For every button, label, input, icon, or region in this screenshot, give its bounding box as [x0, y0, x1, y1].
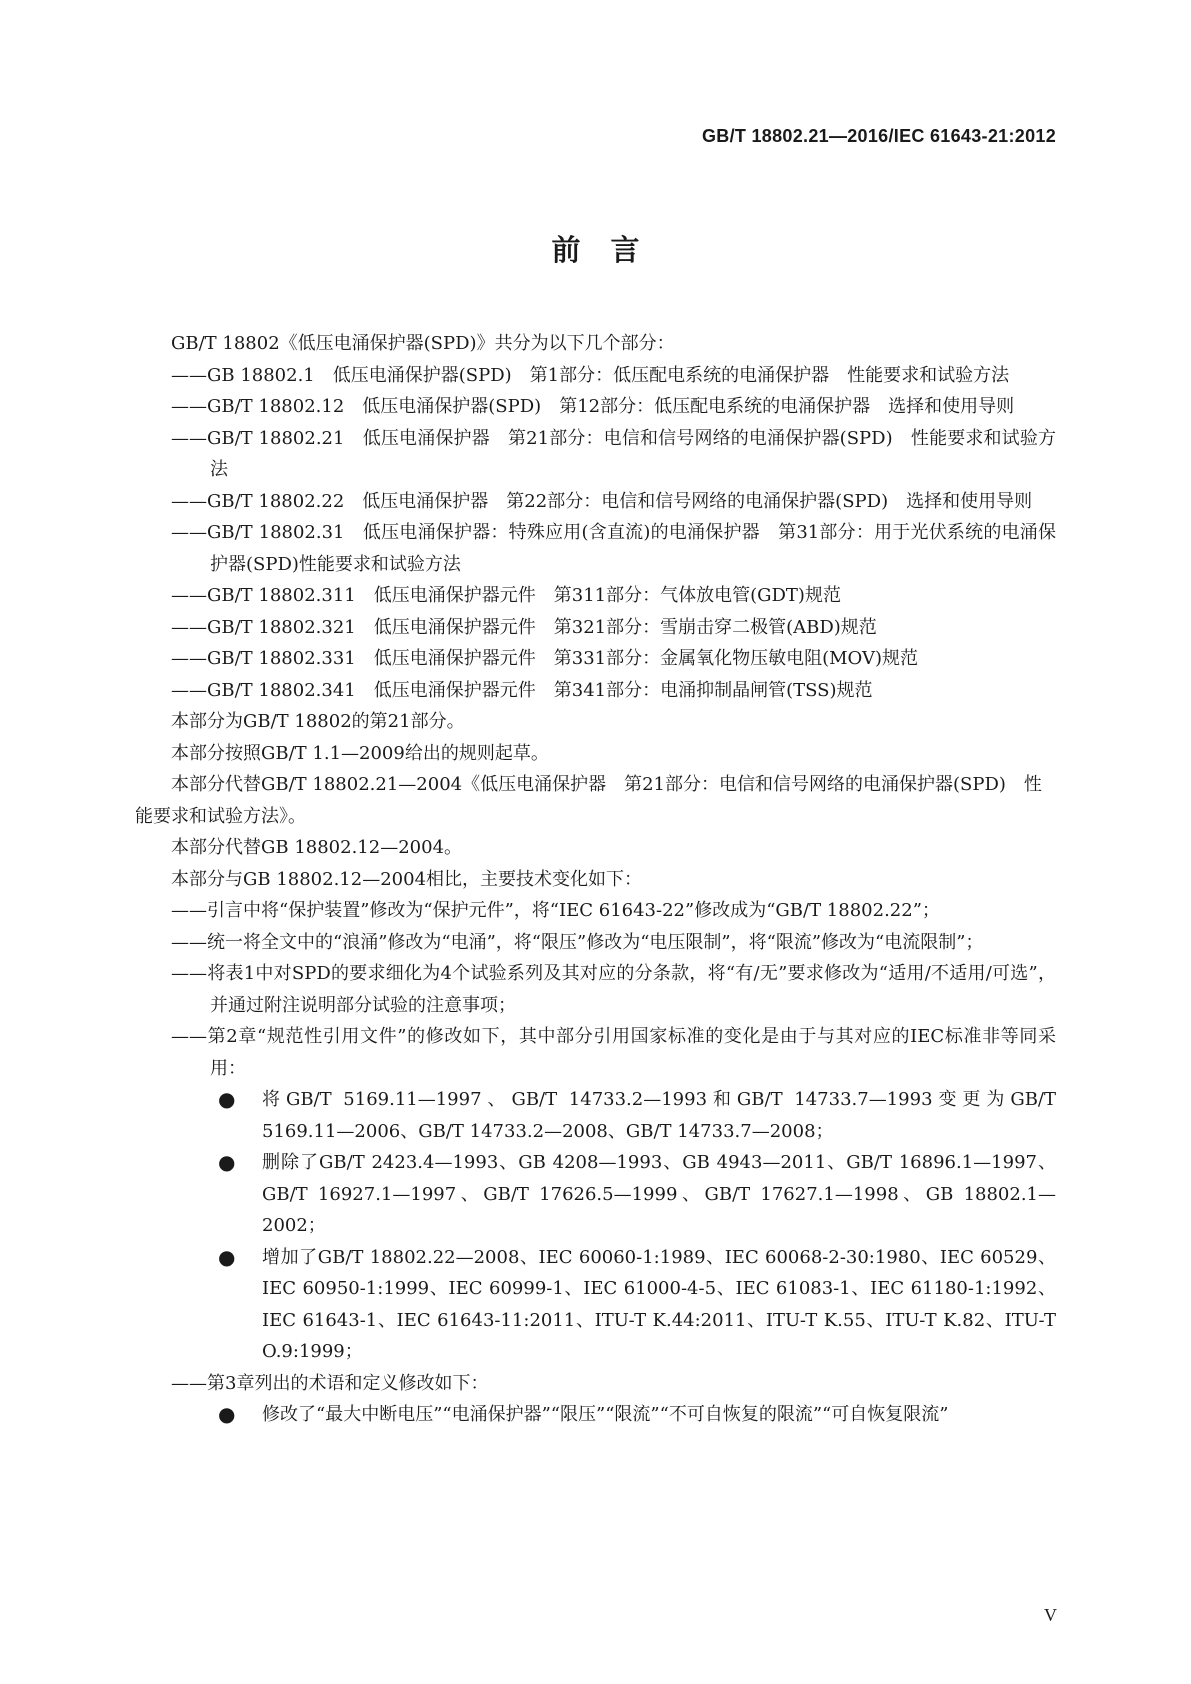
intro-paragraph: GB/T 18802《低压电涌保护器(SPD)》共分为以下几个部分： [171, 333, 675, 354]
page-number: V [1044, 1605, 1057, 1625]
part-item: ——GB/T 18802.321 低压电涌保护器元件 第321部分：雪崩击穿二极管(ABD)规范 [171, 616, 877, 638]
bullet-item [135, 1084, 1056, 1147]
change-item: ——将表1中对SPD的要求细化为4个试验系列及其对应的分条款，将“有/无”要求修改为“适用/不适用/可选”，并通过附注说明部分试验的注意事项； [171, 963, 1056, 1016]
paragraph-main-changes: 本部分与GB 18802.12—2004相比，主要技术变化如下： [171, 868, 643, 890]
bullet-icon: ● [218, 1402, 236, 1426]
bullet-text: 增加了GB/T 18802.22—2008、IEC 60060-1:1989、IEC 60068-2-30:1980、IEC 60529、IEC 60950-1:1999、IEC 60999-1、IEC 61000-4-5、IEC 61083-1、IEC 61180-1:1992、IEC 61643-1、IEC 61643-11:2011、ITU-T K.44:2011、ITU-T K.55、ITU-T K.82、ITU-T O.9:1999； [262, 1246, 1056, 1362]
changes-list [135, 895, 1056, 1084]
part-item: ——GB/T 18802.12 低压电涌保护器(SPD) 第12部分：低压配电系统的电涌保护器 选择和使用导则 [171, 396, 1015, 417]
bullet-item [135, 1399, 1056, 1431]
standard-number: GB/T 18802.21—2016/IEC 61643-21:2012 [701, 126, 1056, 146]
chapter3-item: ——第3章列出的术语和定义修改如下： [171, 1372, 489, 1394]
chapter3-bullets [135, 1399, 1056, 1431]
standard-number-header [702, 126, 1056, 147]
part-item: ——GB/T 18802.311 低压电涌保护器元件 第311部分：气体放电管(GDT)规范 [171, 585, 841, 606]
part-item: ——GB/T 18802.31 低压电涌保护器：特殊应用(含直流)的电涌保护器 第31部分：用于光伏系统的电涌保护器(SPD)性能要求和试验方法 [171, 522, 1056, 575]
part-item: ——GB/T 18802.22 低压电涌保护器 第22部分：电信和信号网络的电涌保护器(SPD) 选择和使用导则 [171, 490, 1033, 512]
part-item: ——GB 18802.1 低压电涌保护器(SPD) 第1部分：低压配电系统的电涌保护器 性能要求和试验方法 [171, 364, 1010, 386]
bullet-item [135, 1147, 1056, 1242]
part-item: ——GB/T 18802.331 低压电涌保护器元件 第331部分：金属氧化物压敏电阻(MOV)规范 [171, 648, 919, 669]
paragraph-part-number: 本部分为GB/T 18802的第21部分。 [171, 711, 465, 732]
chapter2-bullets [135, 1084, 1056, 1368]
part-item: ——GB/T 18802.341 低压电涌保护器元件 第341部分：电涌抑制晶闸管(TSS)规范 [171, 679, 873, 701]
bullet-text: 修改了“最大中断电压”“电涌保护器”“限压”“限流”“不可自恢复的限流”“可自恢复限流” [262, 1404, 949, 1425]
part-item: ——GB/T 18802.21 低压电涌保护器 第21部分：电信和信号网络的电涌保护器(SPD) 性能要求和试验方法 [171, 427, 1056, 480]
change-item: ——统一将全文中的“浪涌”修改为“电涌”，将“限压”修改为“电压限制”，将“限流”修改为“电流限制”； [171, 931, 984, 953]
page-title: 前言 [551, 233, 670, 267]
bullet-icon: ● [218, 1150, 236, 1174]
paragraph-replaces-gb18802-12: 本部分代替GB 18802.12—2004。 [171, 837, 463, 858]
bullet-icon: ● [218, 1244, 236, 1269]
bullet-icon: ● [218, 1087, 236, 1111]
paragraph-drafting-rules: 本部分按照GB/T 1.1—2009给出的规则起草。 [171, 742, 549, 764]
bullet-text: 将GB/T 5169.11—1997、GB/T 14733.2—1993和GB/T 14733.7—1993变更为GB/T 5169.11—2006、GB/T 14733.2—2008、GB/T 14733.7—2008； [262, 1089, 1056, 1142]
parts-list [135, 360, 1056, 707]
change-item: ——引言中将“保护装置”修改为“保护元件”，将“IEC 61643-22”修改成为“GB/T 18802.22”； [171, 900, 940, 921]
document-body [135, 328, 1056, 1431]
bullet-item [135, 1242, 1056, 1368]
paragraph-replaces-2004: 本部分代替GB/T 18802.21—2004《低压电涌保护器 第21部分：电信和信号网络的电涌保护器(SPD) 性能要求和试验方法》。 [135, 774, 1042, 827]
change-item: ——第2章“规范性引用文件”的修改如下，其中部分引用国家标准的变化是由于与其对应的IEC标准非等同采用： [171, 1026, 1056, 1079]
bullet-text: 删除了GB/T 2423.4—1993、GB 4208—1993、GB 4943—2011、GB/T 16896.1—1997、GB/T 16927.1—1997、GB/T 17626.5—1999、GB/T 17627.1—1998、GB 18802.1—2002； [262, 1152, 1056, 1236]
